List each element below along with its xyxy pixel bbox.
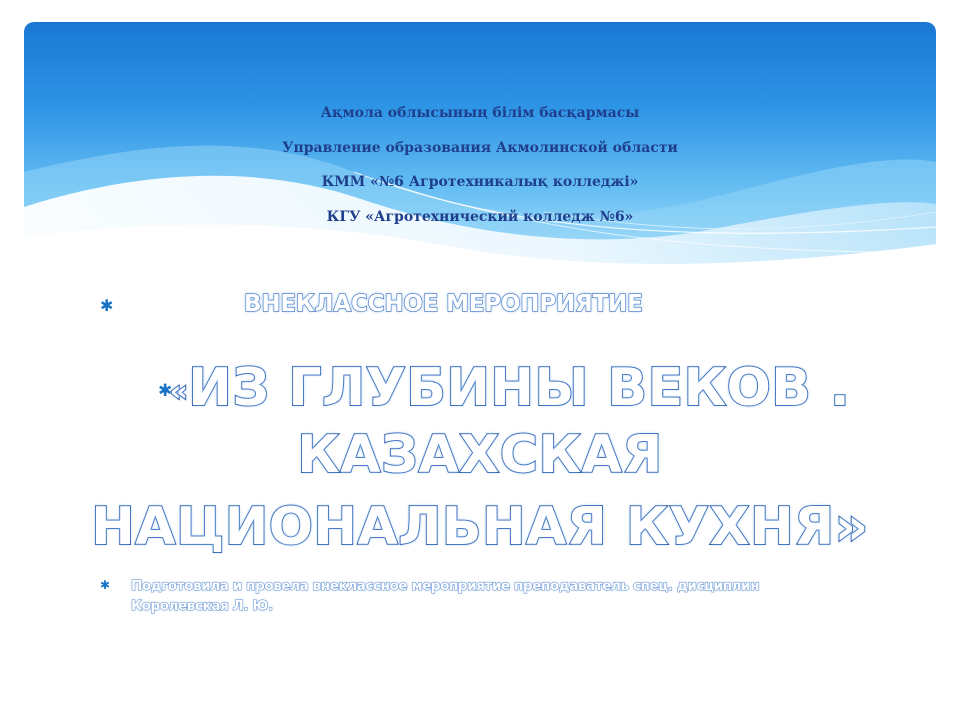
header-line-russian-college: КГУ «Агротехнический колледж №6» bbox=[326, 208, 634, 225]
author-name: Королевская Л. Ю. bbox=[131, 598, 273, 614]
header-line-kazakh-department: Ақмола облысының білім басқармасы bbox=[320, 105, 640, 121]
bullet-icon: ✱ bbox=[158, 381, 173, 401]
bullet-icon: ✱ bbox=[100, 578, 111, 592]
title-line-1-text: ИЗ ГЛУБИНЫ ВЕКОВ . bbox=[188, 358, 851, 418]
bullet-icon: ✱ bbox=[100, 296, 114, 315]
title-line-1 bbox=[30, 358, 960, 418]
title-line-3: НАЦИОНАЛЬНАЯ КУХНЯ» bbox=[91, 497, 869, 557]
event-type-heading: ВНЕКЛАССНОЕ МЕРОПРИЯТИЕ bbox=[244, 291, 643, 317]
title-line-2: КАЗАХСКАЯ bbox=[297, 425, 663, 485]
header-line-kazakh-college: КММ «№6 Агротехникалық колледжі» bbox=[321, 174, 639, 190]
header-block bbox=[0, 96, 960, 234]
author-note bbox=[131, 576, 851, 616]
title-open-quote: « bbox=[169, 374, 189, 408]
header-line-russian-department: Управление образования Акмолинской области bbox=[282, 139, 678, 156]
author-line-1: Подготовила и провела внеклассное мероприятие преподаватель спец. дисциплин bbox=[131, 578, 760, 594]
